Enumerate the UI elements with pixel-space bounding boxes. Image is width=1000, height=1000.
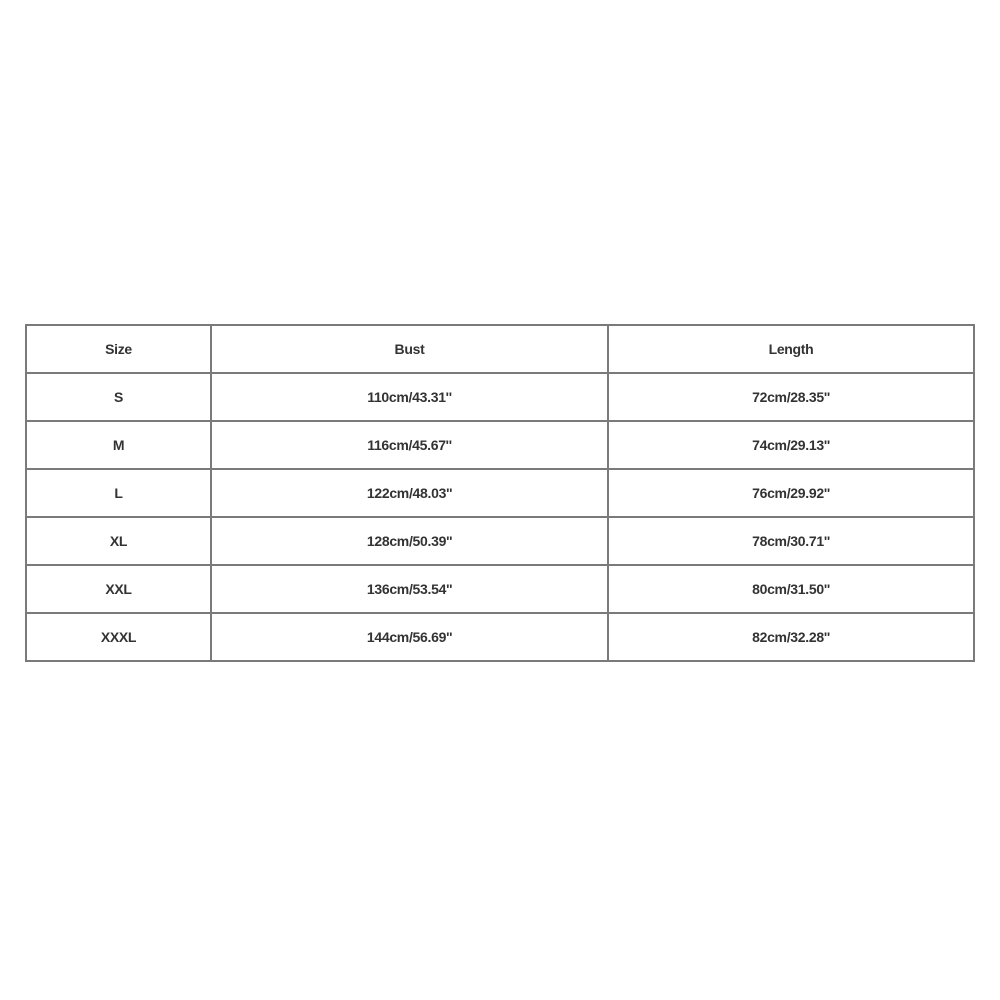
header-length: Length: [608, 325, 974, 373]
table-row: [26, 565, 974, 613]
cell-size: S: [26, 373, 211, 421]
cell-bust: 110cm/43.31'': [211, 373, 608, 421]
cell-bust: 116cm/45.67'': [211, 421, 608, 469]
cell-length: 72cm/28.35'': [608, 373, 974, 421]
header-size: Size: [26, 325, 211, 373]
header-bust: Bust: [211, 325, 608, 373]
table-row: [26, 517, 974, 565]
cell-length: 76cm/29.92'': [608, 469, 974, 517]
table-row: [26, 613, 974, 661]
cell-length: 80cm/31.50'': [608, 565, 974, 613]
cell-bust: 128cm/50.39'': [211, 517, 608, 565]
cell-bust: 136cm/53.54'': [211, 565, 608, 613]
cell-bust: 144cm/56.69'': [211, 613, 608, 661]
cell-length: 78cm/30.71'': [608, 517, 974, 565]
cell-length: 82cm/32.28'': [608, 613, 974, 661]
table-row: [26, 469, 974, 517]
size-chart-table: [25, 324, 975, 662]
cell-length: 74cm/29.13'': [608, 421, 974, 469]
table-header-row: [26, 325, 974, 373]
cell-size: M: [26, 421, 211, 469]
table-row: [26, 421, 974, 469]
cell-size: XXXL: [26, 613, 211, 661]
cell-size: L: [26, 469, 211, 517]
cell-size: XXL: [26, 565, 211, 613]
cell-size: XL: [26, 517, 211, 565]
cell-bust: 122cm/48.03'': [211, 469, 608, 517]
table-row: [26, 373, 974, 421]
